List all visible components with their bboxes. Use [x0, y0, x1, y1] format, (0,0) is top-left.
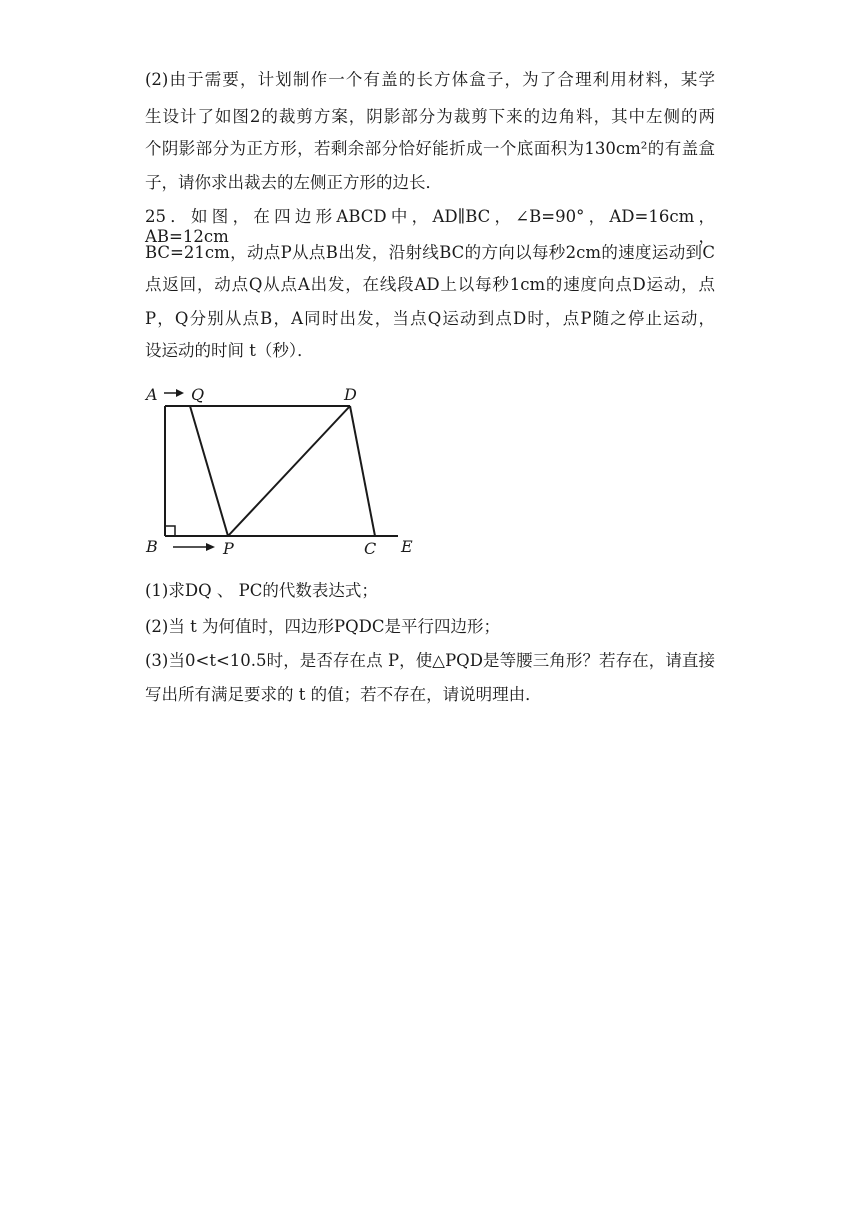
arrowhead-b-to-p: [206, 543, 215, 551]
side-dc: [350, 406, 375, 536]
question-2: (2)当 t 为何值时，四边形PQDC是平行四边形；: [145, 617, 500, 636]
label-d: D: [344, 385, 357, 404]
label-q: Q: [191, 385, 205, 404]
problem25-line-4: P，Q分别从点B，A同时出发，当点Q运动到点D时，点P随之停止运动，: [145, 309, 715, 328]
arrowhead-a-to-q: [176, 389, 184, 397]
label-b: B: [146, 537, 158, 556]
question-1: (1)求DQ 、 PC的代数表达式；: [145, 581, 378, 600]
problem24-part2-line-4: 子，请你求出裁去的左侧正方形的边长．: [145, 173, 442, 192]
label-a: A: [146, 385, 158, 404]
problem24-part2-line-2: 生设计了如图2的裁剪方案，阴影部分为裁剪下来的边角料，其中左侧的两: [145, 107, 715, 126]
quadrilateral-figure: [140, 376, 430, 560]
problem24-part2-line-1: (2)由于需要，计划制作一个有盖的长方体盒子，为了合理利用材料，某学: [145, 70, 715, 89]
question-3-line-1: (3)当0<t<10.5时，是否存在点 P，使△PQD是等腰三角形？若存在，请直接: [145, 651, 715, 670]
problem25-line-3: 点返回，动点Q从点A出发，在线段AD上以每秒1cm的速度向点D运动，点: [145, 275, 715, 294]
problem25-line-1: 25．如图，在四边形ABCD中，AD∥BC，∠B=90°，AD=16cm，AB=12cm，: [145, 207, 715, 246]
label-c: C: [364, 539, 377, 558]
label-p: P: [223, 539, 234, 558]
label-e: E: [401, 537, 413, 556]
problem25-line-2: BC=21cm，动点P从点B出发，沿射线BC的方向以每秒2cm的速度运动到C: [145, 243, 715, 262]
segment-dp: [228, 406, 350, 536]
right-angle-mark: [165, 526, 175, 536]
segment-qp: [190, 406, 228, 536]
problem25-line-5: 设运动的时间 t（秒）．: [145, 341, 314, 360]
quadrilateral-diagram: [140, 376, 430, 560]
question-3-line-2: 写出所有满足要求的 t 的值；若不存在，请说明理由．: [145, 685, 542, 704]
problem24-part2-line-3: 个阴影部分为正方形，若剩余部分恰好能折成一个底面积为130cm²的有盖盒: [145, 139, 715, 158]
